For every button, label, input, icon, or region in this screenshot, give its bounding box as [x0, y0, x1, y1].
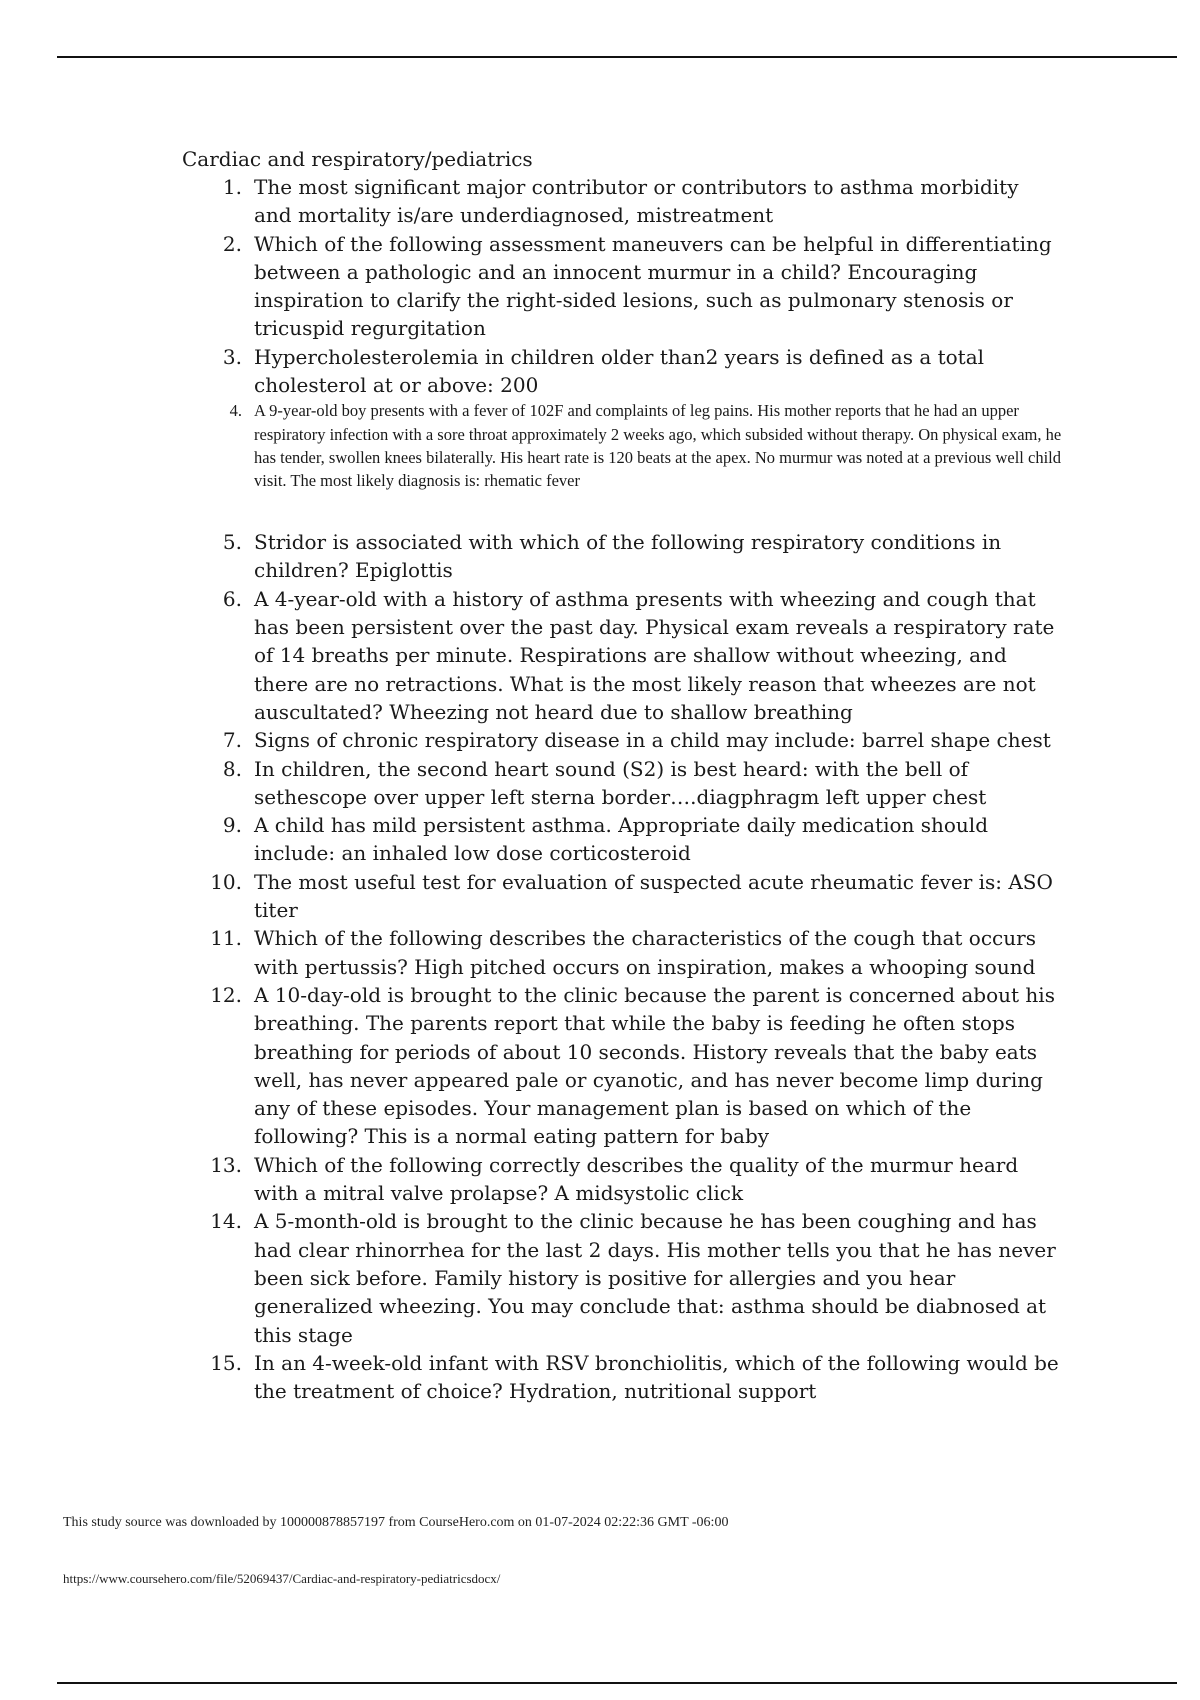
question-number: 2.: [222, 231, 242, 256]
question-item: [182, 173, 1062, 230]
question-item: [182, 811, 1062, 868]
document-title: Cardiac and respiratory/pediatrics: [182, 147, 533, 171]
question-text: Which of the following assessment maneuvers can be helpful in differentiating between a pathologic and an innocent murmur in a child? Encouraging inspiration to clarify the right-sided lesions, such as pulmonary stenosis or tricuspid regurgitation: [254, 231, 1052, 341]
question-number: 15.: [210, 1350, 242, 1375]
question-item: [182, 726, 1062, 754]
question-text: A child has mild persistent asthma. Appropriate daily medication should include: an inhaled low dose corticosteroid: [254, 813, 989, 866]
question-number: 1.: [222, 175, 242, 199]
question-number: 12.: [210, 982, 242, 1007]
question-text: A 4-year-old with a history of asthma presents with wheezing and cough that has been persistent over the past day. Physical exam reveals a respiratory rate of 14 breaths per minute. Respirations are shallow without wheezing, and there are no retractions. What is the most likely reason that wheezes are not auscultated? Wheezing not heard due to shallow breathing: [254, 586, 1055, 724]
question-text: A 5-month-old is brought to the clinic because he has been coughing and has had clear rhinorrhea for the last 2 days. His mother tells you that he has never been sick before. Family history is positive for allergies and you hear generalized wheezing. You may conclude that: asthma should be diabnosed at this stage: [254, 1209, 1056, 1347]
question-text: In children, the second heart sound (S2) is best heard: with the bell of sethescope over upper left sterna border….diagphragm left upper chest: [254, 756, 987, 809]
question-item: [182, 1349, 1062, 1406]
question-item: [182, 230, 1062, 343]
question-text: The most useful test for evaluation of suspected acute rheumatic fever is: ASO titer: [254, 869, 1053, 923]
question-number: 10.: [210, 869, 242, 894]
question-number: 4.: [229, 401, 242, 421]
question-number: 3.: [222, 344, 242, 369]
question-item: [182, 528, 1062, 585]
question-number: 6.: [222, 586, 242, 611]
question-item: [182, 1207, 1062, 1348]
question-number: 5.: [222, 530, 242, 555]
question-item: [182, 981, 1062, 1151]
question-item: [182, 585, 1062, 726]
question-text: The most significant major contributor or contributors to asthma morbidity and mortality is/are underdiagnosed, mistreatment: [254, 175, 1019, 228]
question-number: 8.: [222, 756, 242, 781]
question-list: [182, 173, 1062, 1405]
question-item: [182, 343, 1062, 400]
question-text: In an 4-week-old infant with RSV bronchiolitis, which of the following would be the treatment of choice? Hydration, nutritional support: [254, 1350, 1059, 1404]
question-text: A 9-year-old boy presents with a fever of 102F and complaints of leg pains. His mother reports that he had an upper respiratory infection with a sore throat approximately 2 weeks ago, which subsided without therapy. On physical exam, he has tender, swollen knees bilaterally. His heart rate is 120 beats at the apex. No murmur was noted at a previous well child visit. The most likely diagnosis is: rhematic fever: [254, 401, 1062, 490]
question-number: 7.: [222, 728, 242, 753]
question-text: Hypercholesterolemia in children older than2 years is defined as a total cholesterol at or above: 200: [254, 344, 985, 398]
source-url[interactable]: https://www.coursehero.com/file/52069437/Cardiac-and-respiratory-pediatricsdocx/: [63, 1571, 501, 1586]
question-number: 14.: [210, 1209, 242, 1234]
question-text: Which of the following describes the characteristics of the cough that occurs with pertussis? High pitched occurs on inspiration, makes a whooping sound: [254, 926, 1036, 979]
question-text: A 10-day-old is brought to the clinic because the parent is concerned about his breathing. The parents report that while the baby is feeding he often stops breathing for periods of about 10 seconds. History reveals that the baby eats well, has never appeared pale or cyanotic, and has never become limp during any of these episodes. Your management plan is based on which of the following? This is a normal eating pattern for baby: [254, 982, 1055, 1149]
question-text: Which of the following correctly describes the quality of the murmur heard with a mitral valve prolapse? A midsystolic click: [254, 1152, 1019, 1206]
download-source-note: This study source was downloaded by 100000878857197 from CourseHero.com on 01-07-2024 02:22:36 GMT -06:00: [63, 1515, 729, 1530]
question-text: Signs of chronic respiratory disease in a child may include: barrel shape chest: [254, 728, 1051, 753]
bottom-rule: [57, 1682, 1177, 1684]
question-item: [182, 755, 1062, 812]
question-item: [182, 868, 1062, 925]
document-body: [182, 145, 1062, 1405]
question-item: [182, 399, 1062, 492]
question-item: [182, 924, 1062, 981]
question-number: 13.: [210, 1152, 242, 1177]
question-number: 9.: [222, 813, 242, 838]
top-rule: [57, 56, 1177, 58]
question-number: 11.: [210, 926, 242, 951]
question-text: Stridor is associated with which of the following respiratory conditions in children? Epiglottis: [254, 530, 1002, 583]
question-item: [182, 1151, 1062, 1208]
